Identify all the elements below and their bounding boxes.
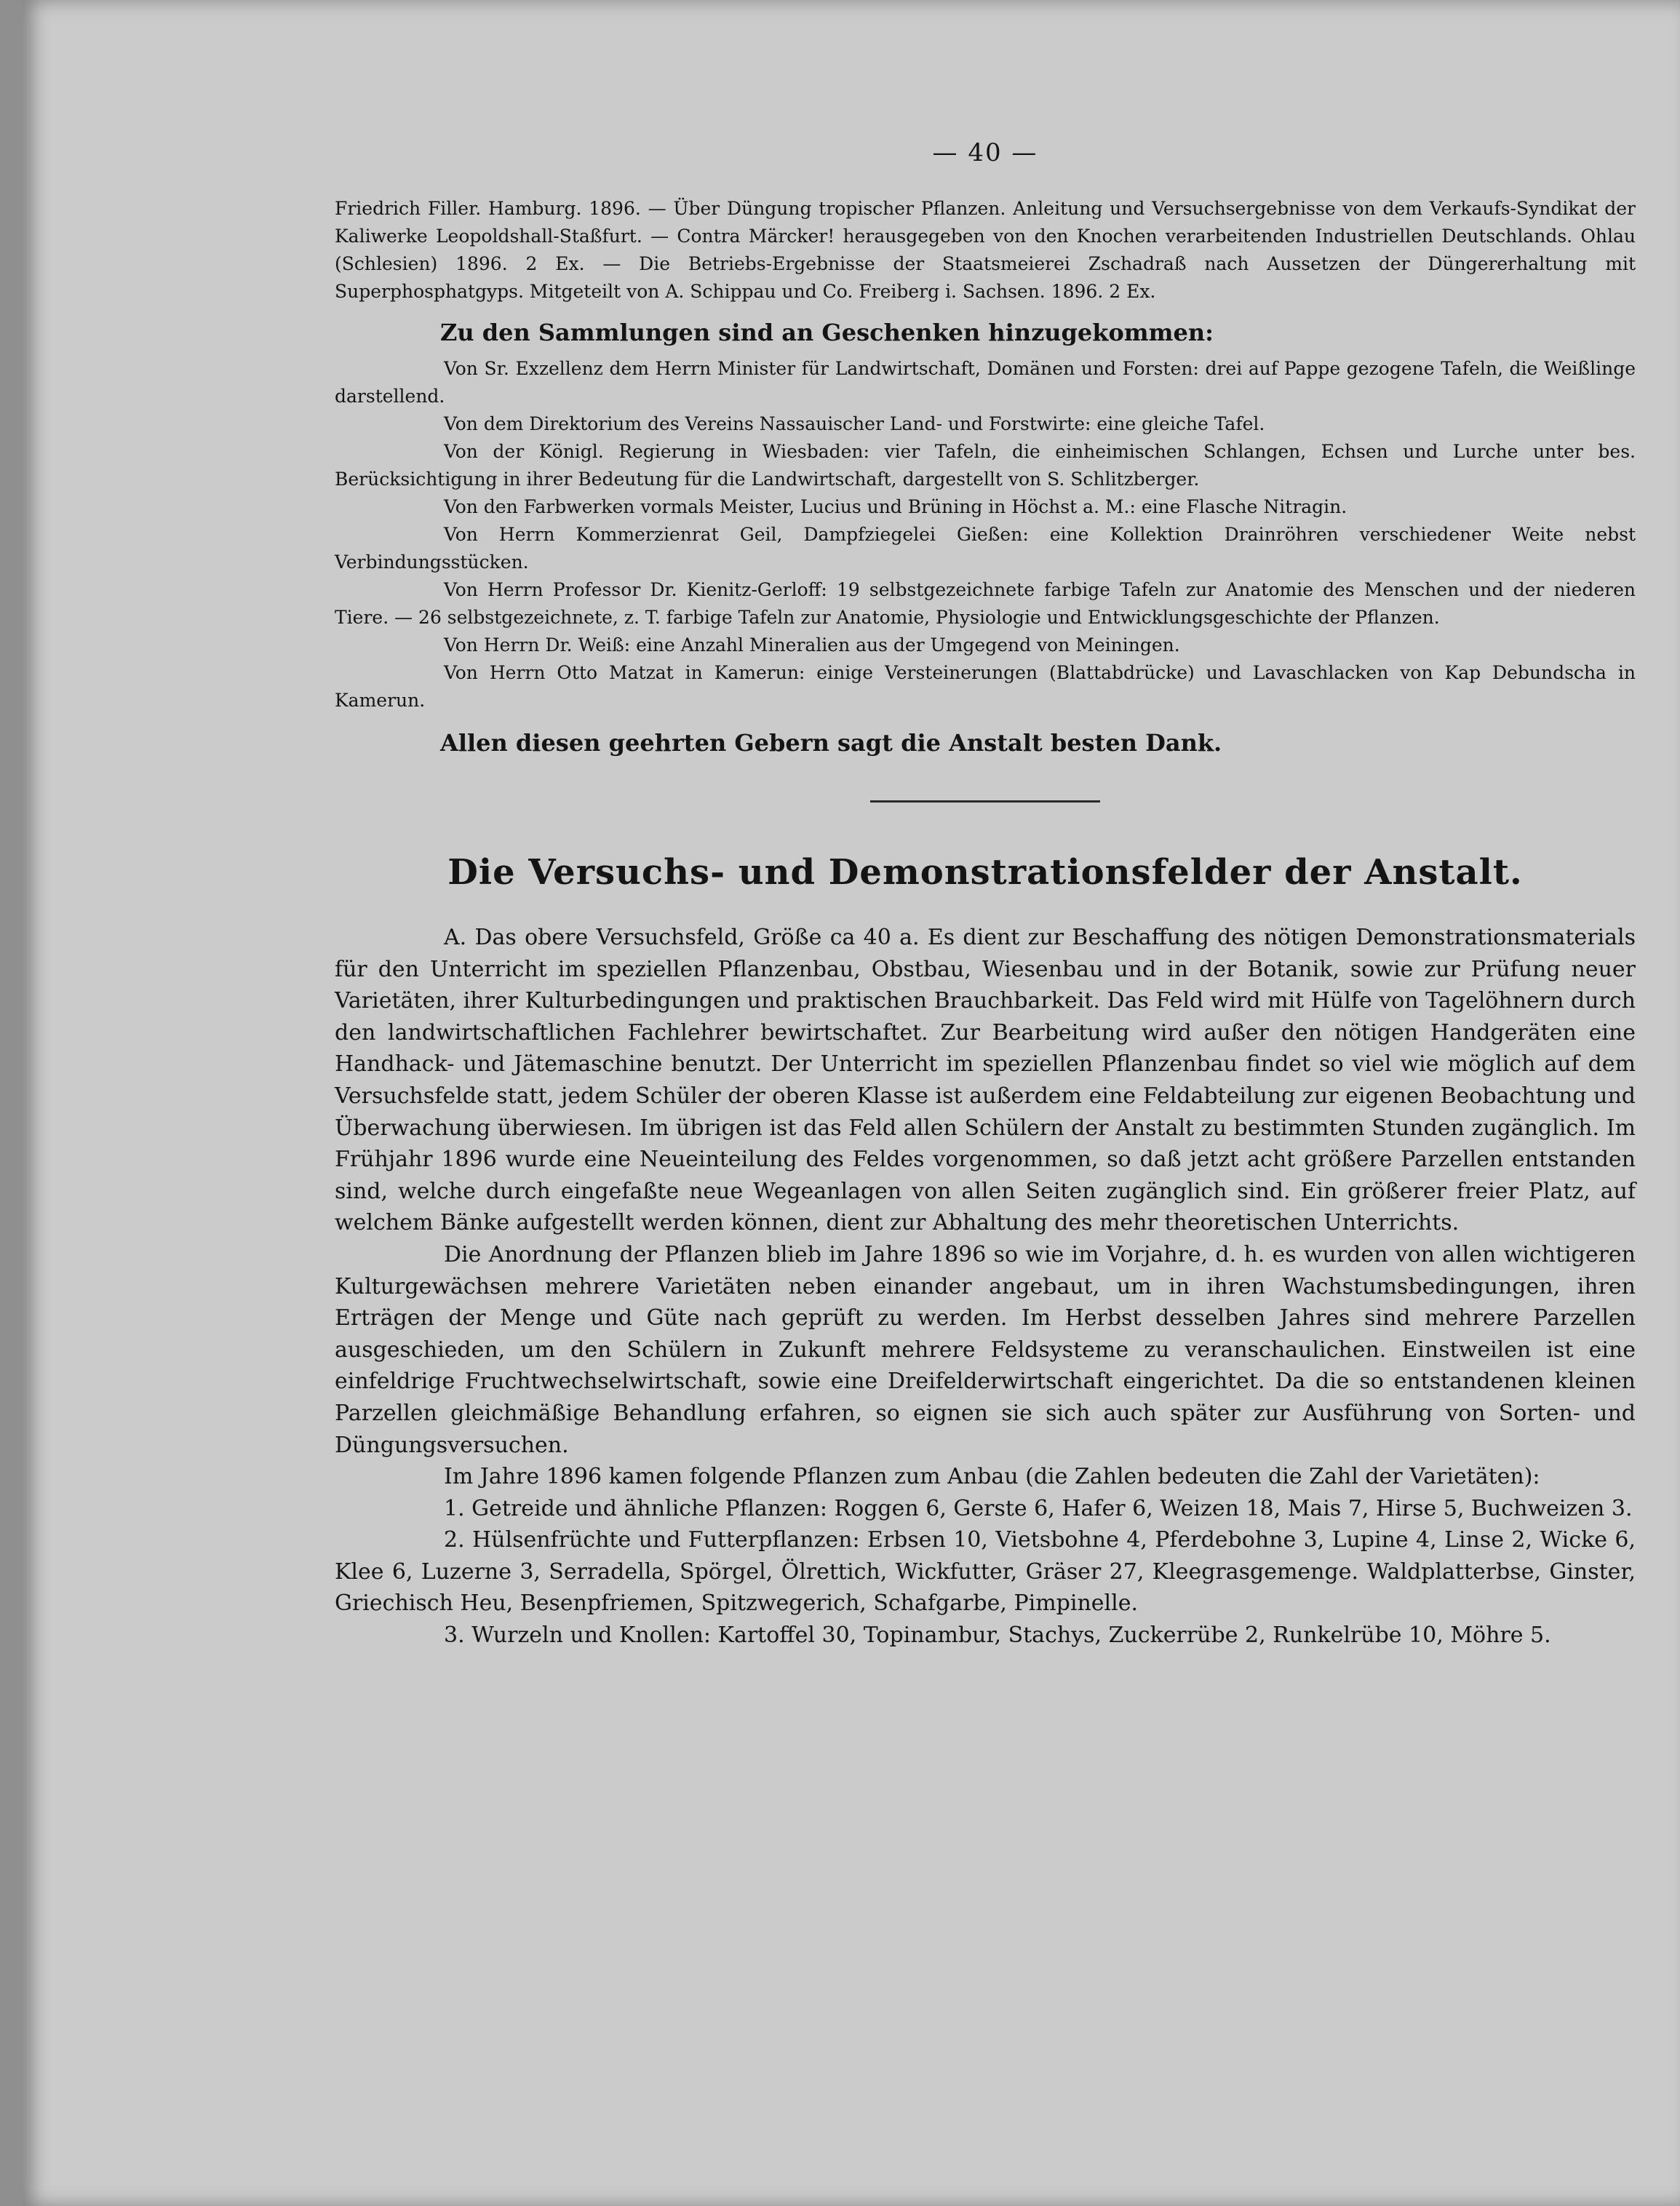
paragraph-crops-intro: Im Jahre 1896 kamen folgende Pflanzen zum Anbau (die Zahlen bedeuten die Zahl der Varietäten): bbox=[444, 1464, 1540, 1490]
gift-entry: Von Herrn Otto Matzat in Kamerun: einige Versteinerungen (Blattabdrücke) und Lavaschlacken von Kap Debundscha in Kamerun. bbox=[335, 662, 1636, 711]
crop-list-item: 3. Wurzeln und Knollen: Kartoffel 30, Topinambur, Stachys, Zuckerrübe 2, Runkelrübe 10, Möhre 5. bbox=[444, 1622, 1551, 1649]
scanned-page bbox=[22, 0, 1680, 2206]
gift-entry: Von der Königl. Regierung in Wiesbaden: vier Tafeln, die einheimischen Schlangen, Echsen und Lurche unter bes. Berücksichtigung in ihrer Bedeutung für die Landwirtschaft, dargestellt von S. Schlitzberger. bbox=[335, 441, 1636, 490]
gift-entry: Von dem Direktorium des Vereins Nassauischer Land- und Forstwirte: eine gleiche Tafel. bbox=[444, 413, 1265, 434]
section-title: Die Versuchs- und Demonstrationsfelder der Anstalt. bbox=[447, 852, 1523, 893]
section-divider bbox=[870, 800, 1100, 803]
gift-entry: Von Herrn Dr. Weiß: eine Anzahl Mineralien aus der Umgegend von Meiningen. bbox=[444, 634, 1180, 656]
gift-entry: Von Herrn Kommerzienrat Geil, Dampfziegelei Gießen: eine Kollektion Drainröhren verschiedener Weite nebst Verbindungsstücken. bbox=[335, 524, 1636, 573]
publications-paragraph: Friedrich Filler. Hamburg. 1896. — Über Düngung tropischer Pflanzen. Anleitung und Versuchsergebnisse von dem Verkaufs-Syndikat der Kaliwerke Leopoldshall-Staßfurt. — Contra Märcker! herausgegeben von den Knochen verarbeitenden Industriellen Deutschlands. Ohlau (Schlesien) 1896. 2 Ex. — Die Betriebs-Ergebnisse der Staatsmeierei Zschadraß nach Aussetzen der Düngererhaltung mit Superphosphatgyps. Mitgeteilt von A. Schippau und Co. Freiberg i. Sachsen. 1896. 2 Ex. bbox=[335, 198, 1636, 302]
page-number: — 40 — bbox=[932, 138, 1038, 167]
thanks-line: Allen diesen geehrten Gebern sagt die Anstalt besten Dank. bbox=[440, 729, 1222, 757]
crop-list-item: 1. Getreide und ähnliche Pflanzen: Roggen 6, Gerste 6, Hafer 6, Weizen 18, Mais 7, Hirse 5, Buchweizen 3. bbox=[444, 1495, 1633, 1521]
crop-list-item: 2. Hülsenfrüchte und Futterpflanzen: Erbsen 10, Vietsbohne 4, Pferdebohne 3, Lupine 4, Linse 2, Wicke 6, Klee 6, Luzerne 3, Serradella, Spörgel, Ölrettich, Wickfutter, Gräser 27, Kleegrasgemenge. Waldplatterbse, Ginster, Griechisch Heu, Besenpfriemen, Spitzwegerich, Schafgarbe, Pimpinelle. bbox=[335, 1527, 1636, 1617]
collections-heading: Zu den Sammlungen sind an Geschenken hinzugekommen: bbox=[440, 319, 1214, 346]
gift-entry: Von Sr. Exzellenz dem Herrn Minister für Landwirtschaft, Domänen und Forsten: drei auf Pappe gezogene Tafeln, die Weißlinge darstellend. bbox=[335, 358, 1636, 407]
gift-entry: Von Herrn Professor Dr. Kienitz-Gerloff: 19 selbstgezeichnete farbige Tafeln zur Anatomie des Menschen und der niederen Tiere. — 26 selbstgezeichnete, z. T. farbige Tafeln zur Anatomie, Physiologie und Entwicklungsgeschichte der Pflanzen. bbox=[335, 579, 1636, 628]
page-content bbox=[335, 138, 1636, 1652]
paragraph-upper-field: A. Das obere Versuchsfeld, Größe ca 40 a. Es dient zur Beschaffung des nötigen Demonstrationsmaterials für den Unterricht im speziellen Pflanzenbau, Obstbau, Wiesenbau und in der Botanik, sowie zur Prüfung neuer Varietäten, ihrer Kulturbedingungen und praktischen Brauchbarkeit. Das Feld wird mit Hülfe von Tagelöhnern durch den landwirtschaftlichen Fachlehrer bewirtschaftet. Zur Bearbeitung wird außer den nötigen Handgeräten eine Handhack- und Jätemaschine benutzt. Der Unterricht im speziellen Pflanzenbau findet so viel wie möglich auf dem Versuchsfelde statt, jedem Schüler der oberen Klasse ist außerdem eine Feldabteilung zur eigenen Beobachtung und Überwachung überwiesen. Im übrigen ist das Feld allen Schülern der Anstalt zu bestimmten Stunden zugänglich. Im Frühjahr 1896 wurde eine Neueinteilung des Feldes vorgenommen, so daß jetzt acht größere Parzellen entstanden sind, welche durch eingefaßte neue Wegeanlagen von allen Seiten zugänglich sind. Ein größerer freier Platz, auf welchem Bänke aufgestellt werden können, dient zur Abhaltung des mehr theoretischen Unterrichts. bbox=[335, 925, 1636, 1236]
gift-entry: Von den Farbwerken vormals Meister, Lucius und Brüning in Höchst a. M.: eine Flasche Nitragin. bbox=[444, 496, 1347, 517]
paragraph-arrangement: Die Anordnung der Pflanzen blieb im Jahre 1896 so wie im Vorjahre, d. h. es wurden von allen wichtigeren Kulturgewächsen mehrere Varietäten neben einander angebaut, um in ihren Wachstumsbedingungen, ihren Erträgen der Menge und Güte nach geprüft zu werden. Im Herbst desselben Jahres sind mehrere Parzellen ausgeschieden, um den Schülern in Zukunft mehrere Feldsysteme zu veranschaulichen. Einstweilen ist eine einfeldrige Fruchtwechselwirtschaft, sowie eine Dreifelderwirtschaft eingerichtet. Da die so entstandenen kleinen Parzellen gleichmäßige Behandlung erfahren, so eignen sie sich auch später zur Ausführung von Sorten- und Düngungsversuchen. bbox=[335, 1241, 1636, 1458]
